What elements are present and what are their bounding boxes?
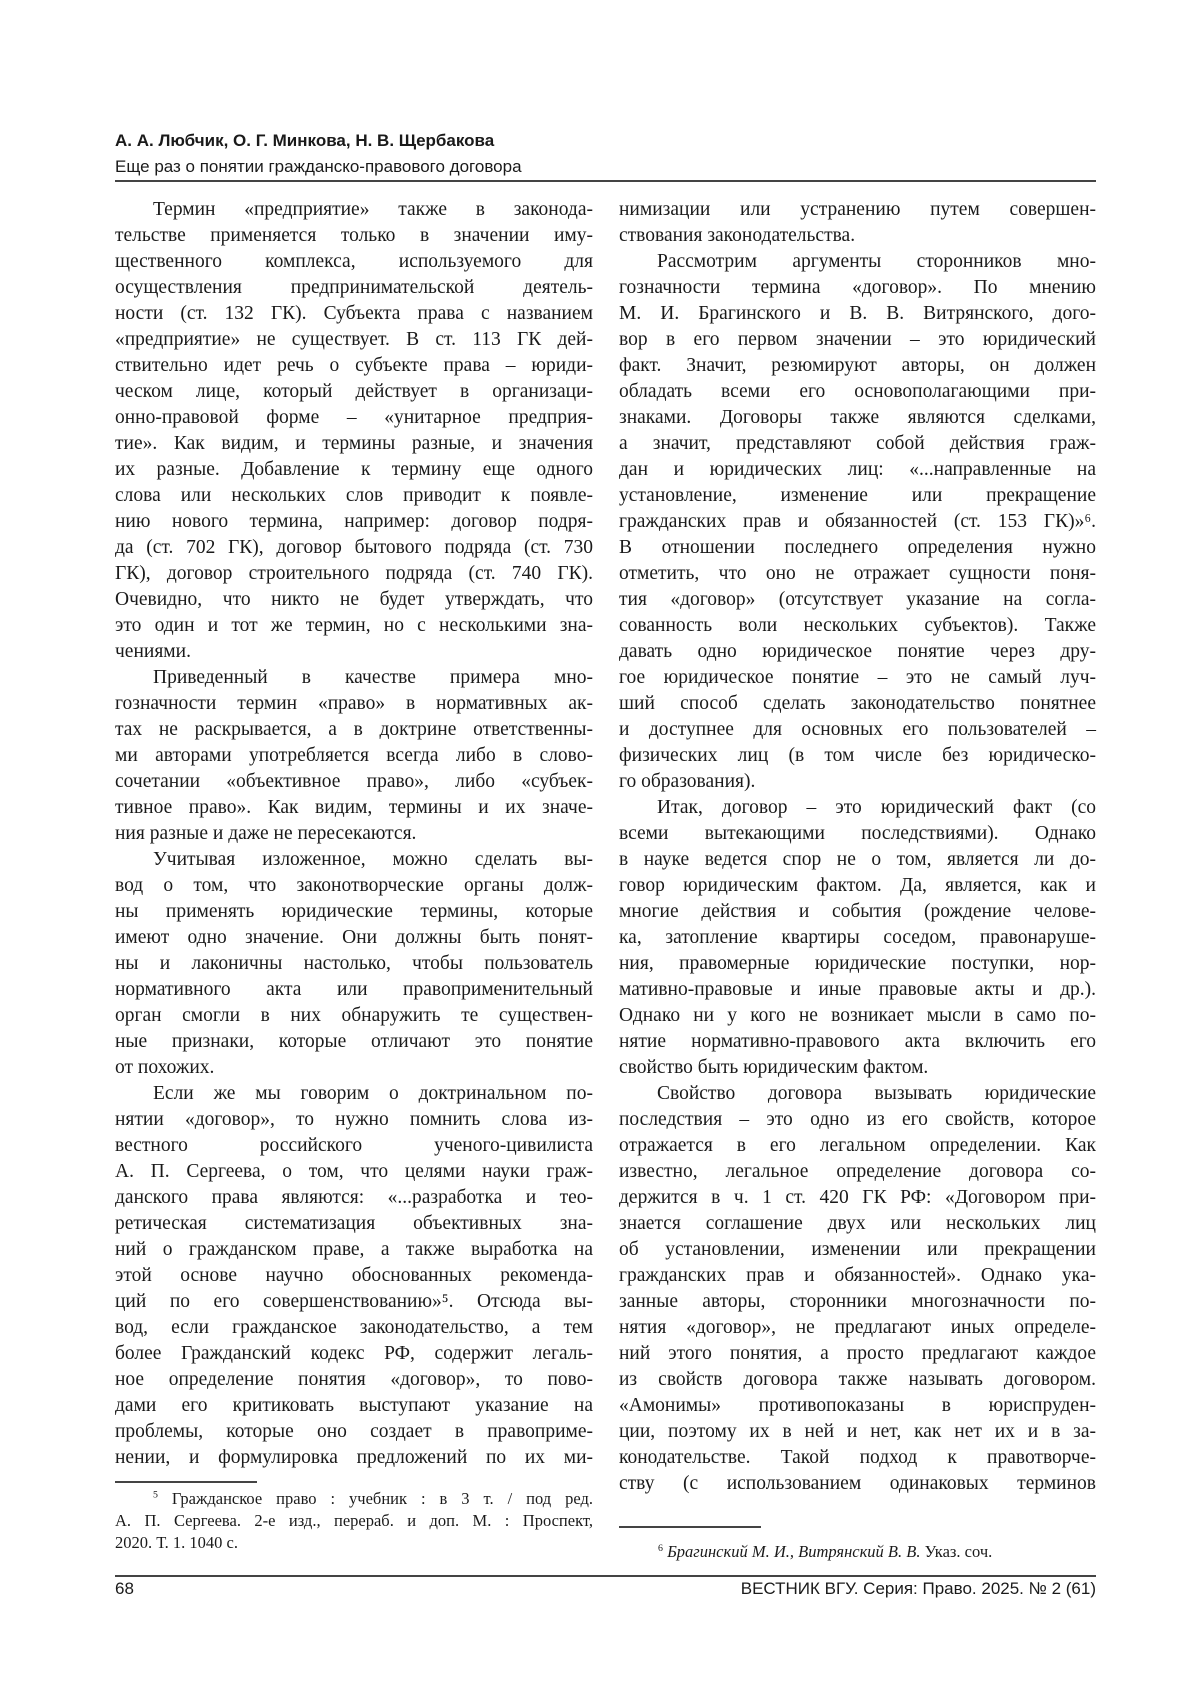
text-line: Однако ни у кого не возникает мысли в само по-: [619, 1003, 1096, 1029]
text-line: вод о том, что законотворческие органы долж-: [115, 873, 593, 899]
text-line: слова или нескольких слов приводит к появле-: [115, 483, 593, 509]
page-number: 68: [115, 1579, 134, 1599]
text-line: ния разные и даже не пересекаются.: [115, 821, 416, 847]
text-line: нию нового термина, например: договор подря-: [115, 509, 593, 535]
text-line: орган смогли в них обнаружить те существен-: [115, 1003, 593, 1029]
journal-name: ВЕСТНИК ВГУ. Серия: Право. 2025. № 2 (61): [741, 1579, 1096, 1599]
text-line: онно-правовой форме – «унитарное предприя-: [115, 405, 593, 431]
text-line: факт. Значит, резюмируют авторы, он должен: [619, 353, 1096, 379]
text-line: дан и юридических лиц: «...направленные на: [619, 457, 1096, 483]
text-line: ний этого понятия, а просто предлагают каждое: [619, 1341, 1096, 1367]
text-line: А. П. Сергеева, о том, что целями науки граж-: [115, 1159, 593, 1185]
text-line: занные авторы, сторонники многозначности по-: [619, 1289, 1096, 1315]
text-line: М. И. Брагинского и В. В. Витрянского, дого-: [619, 301, 1096, 327]
text-line: ми авторами употребляется всегда либо в слово-: [115, 743, 593, 769]
article-authors: А. А. Любчик, О. Г. Минкова, Н. В. Щербакова: [115, 131, 494, 151]
text-line: многие действия и события (рождение челове-: [619, 899, 1096, 925]
text-line: тие». Как видим, и термины разные, и значения: [115, 431, 593, 457]
text-line: Учитывая изложенное, можно сделать вы-: [153, 847, 593, 873]
text-line: чениями.: [115, 639, 191, 665]
footnote-text: Указ. соч.: [920, 1542, 992, 1561]
text-line: ствования законодательства.: [619, 223, 855, 249]
text-line: знается соглашение двух или нескольких лиц: [619, 1211, 1096, 1237]
text-line: Если же мы говорим о доктринальном по-: [153, 1081, 593, 1107]
text-line: гражданских прав и обязанностей». Однако ука-: [619, 1263, 1096, 1289]
text-line: Итак, договор – это юридический факт (со: [657, 795, 1096, 821]
text-line: ческом лице, который действует в организаци-: [115, 379, 593, 405]
text-line: вор в его первом значении – это юридический: [619, 327, 1096, 353]
footnote-divider-right: [619, 1526, 761, 1528]
text-line: нятии «договор», то нужно помнить слова из-: [115, 1107, 593, 1133]
footnote-mark: 5: [153, 1490, 158, 1501]
text-line: нении, и формулировка предложений по их ми-: [115, 1445, 593, 1471]
text-line: сочетании «объективное право», либо «субъек-: [115, 769, 593, 795]
text-line: нятие нормативно-правового акта включить его: [619, 1029, 1096, 1055]
footer-divider: [115, 1575, 1096, 1577]
document-page: [0, 0, 1200, 1697]
text-line: ствительно идет речь о субъекте права – юриди-: [115, 353, 593, 379]
text-line: держится в ч. 1 ст. 420 ГК РФ: «Договором при-: [619, 1185, 1096, 1211]
footnote-line: 5 Гражданское право : учебник : в 3 т. / под ред.: [153, 1488, 593, 1510]
text-line: последствия – это одно из его свойств, которое: [619, 1107, 1096, 1133]
text-line: Свойство договора вызывать юридические: [657, 1081, 1096, 1107]
text-line: ству (с использованием одинаковых терминов: [619, 1471, 1096, 1497]
text-line: конодательстве. Такой подход к правотворче-: [619, 1445, 1096, 1471]
text-line: их разные. Добавление к термину еще одного: [115, 457, 593, 483]
text-line: ший способ сделать законодательство понятнее: [619, 691, 1096, 717]
text-line: данского права являются: «...разработка и тео-: [115, 1185, 593, 1211]
text-line: осуществления предпринимательской деятель-: [115, 275, 593, 301]
text-line: отражается в его легальном определении. Как: [619, 1133, 1096, 1159]
article-title: Еще раз о понятии гражданско-правового договора: [115, 157, 522, 177]
text-line: этой основе научно обоснованных рекоменда-: [115, 1263, 593, 1289]
text-line: а значит, представляют собой действия граж-: [619, 431, 1096, 457]
text-line: давать одно юридическое понятие через дру-: [619, 639, 1096, 665]
text-line: имеют одно значение. Они должны быть понят-: [115, 925, 593, 951]
text-line: гое юридическое понятие – это не самый луч-: [619, 665, 1096, 691]
header-divider: [115, 180, 1096, 182]
text-line: и доступнее для основных его пользователей –: [619, 717, 1096, 743]
footnote-mark: 6: [658, 1543, 663, 1554]
text-line: да (ст. 702 ГК), договор бытового подряда (ст. 730: [115, 535, 593, 561]
text-line: щественного комплекса, используемого для: [115, 249, 593, 275]
text-line: знаками. Договоры также являются сделками,: [619, 405, 1096, 431]
text-line: вод, если гражданское законодательство, а тем: [115, 1315, 593, 1341]
text-line: нятия «договор», не предлагают иных определе-: [619, 1315, 1096, 1341]
text-line: «Амонимы» противопоказаны в юриспруден-: [619, 1393, 1096, 1419]
text-line: Рассмотрим аргументы сторонников мно-: [657, 249, 1096, 275]
text-line: гозначности термин «право» в нормативных ак-: [115, 691, 593, 717]
footnote-line: А. П. Сергеева. 2-е изд., перераб. и доп. М. : Проспект,: [115, 1510, 593, 1532]
text-line: вестного российского ученого-цивилиста: [115, 1133, 593, 1159]
text-line: в науке ведется спор не о том, является ли до-: [619, 847, 1096, 873]
text-line: установление, изменение или прекращение: [619, 483, 1096, 509]
text-line: физических лиц (в том числе без юридическо-: [619, 743, 1096, 769]
text-line: В отношении последнего определения нужно: [619, 535, 1096, 561]
text-line: ния, правомерные юридические поступки, нор-: [619, 951, 1096, 977]
text-line: тельстве применяется только в значении иму-: [115, 223, 593, 249]
text-line: ка, затопление квартиры соседом, правонаруше-: [619, 925, 1096, 951]
text-line: го образования).: [619, 769, 755, 795]
text-line: Термин «предприятие» также в законода-: [153, 197, 593, 223]
text-line: дами его критиковать выступают указание на: [115, 1393, 593, 1419]
text-line: Очевидно, что никто не будет утверждать, что: [115, 587, 593, 613]
text-line: отметить, что оно не отражает сущности поня-: [619, 561, 1096, 587]
text-line: гражданских прав и обязанностей (ст. 153 ГК)»⁶.: [619, 509, 1096, 535]
text-line: ретическая систематизация объективных зна-: [115, 1211, 593, 1237]
text-line: проблемы, которые оно создает в правоприме-: [115, 1419, 593, 1445]
text-line: сованность воли нескольких субъектов). Также: [619, 613, 1096, 639]
text-line: от похожих.: [115, 1055, 214, 1081]
text-line: обладать всеми его основополагающими при-: [619, 379, 1096, 405]
text-line: ные признаки, которые отличают это понятие: [115, 1029, 593, 1055]
text-line: «предприятие» не существует. В ст. 113 ГК дей-: [115, 327, 593, 353]
text-line: нимизации или устранению путем совершен-: [619, 197, 1096, 223]
text-line: свойство быть юридическим фактом.: [619, 1055, 928, 1081]
text-line: тивное право». Как видим, термины и их значе-: [115, 795, 593, 821]
text-line: ции, поэтому их в ней и нет, как нет их и в за-: [619, 1419, 1096, 1445]
text-line: известно, легальное определение договора со-: [619, 1159, 1096, 1185]
text-line: ний о гражданском праве, а также выработка на: [115, 1237, 593, 1263]
footnote-authors: Брагинский М. И., Витрянский В. В.: [667, 1542, 920, 1561]
text-line: об установлении, изменении или прекращении: [619, 1237, 1096, 1263]
footnote-line: 2020. Т. 1. 1040 с.: [115, 1532, 238, 1554]
text-line: гозначности термина «договор». По мнению: [619, 275, 1096, 301]
text-line: говор юридическим фактом. Да, является, как и: [619, 873, 1096, 899]
text-line: тах не раскрывается, а в доктрине ответственны-: [115, 717, 593, 743]
text-line: ности (ст. 132 ГК). Субъекта права с названием: [115, 301, 593, 327]
text-line: всеми вытекающими последствиями). Однако: [619, 821, 1096, 847]
text-line: ны и лаконичны настолько, чтобы пользователь: [115, 951, 593, 977]
text-line: ное определение понятия «договор», то пово-: [115, 1367, 593, 1393]
text-line: это один и тот же термин, но с несколькими зна-: [115, 613, 593, 639]
text-line: из свойств договора также называть договором.: [619, 1367, 1096, 1393]
text-line: тия «договор» (отсутствует указание на согла-: [619, 587, 1096, 613]
text-line: Приведенный в качестве примера мно-: [153, 665, 593, 691]
footnote-6: [658, 1541, 992, 1563]
text-line: более Гражданский кодекс РФ, содержит легаль-: [115, 1341, 593, 1367]
text-line: ций по его совершенствованию»⁵. Отсюда вы-: [115, 1289, 593, 1315]
footnote-divider-left: [115, 1481, 257, 1483]
text-line: мативно-правовые и иные правовые акты и др.).: [619, 977, 1096, 1003]
text-line: ГК), договор строительного подряда (ст. 740 ГК).: [115, 561, 593, 587]
text-line: нормативного акта или правоприменительный: [115, 977, 593, 1003]
text-line: ны применять юридические термины, которые: [115, 899, 593, 925]
